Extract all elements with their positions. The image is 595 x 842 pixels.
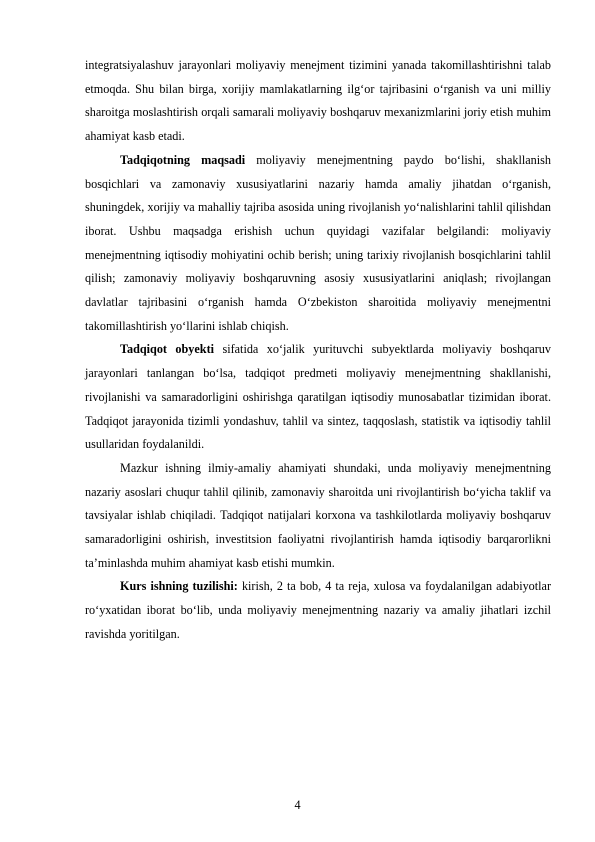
paragraph-significance [85, 457, 551, 576]
paragraph-text: moliyaviy menejmentning paydo bo‘lishi, shakllanish bosqichlari va zamonaviy xususiyatlarini nazariy hamda amaliy jihatdan o‘rganish, shuningdek, xorijiy va mahalliy tajriba asosida uning rivojlanish yo‘nalishlarini tahlil qilishdan iborat. Ushbu maqsadga erishish uchun quyidagi vazifalar belgilandi: moliyaviy menejmentning iqtisodiy mohiyatini ochib berish; uning tarixiy rivojlanish bosqichlarini tahlil qilish; zamonaviy moliyaviy boshqaruvning asosiy xususiyatlarini aniqlash; rivojlangan davlatlar tajribasini o‘rganish hamda O‘zbekiston sharoitida moliyaviy menejmentni takomillashtirish yo‘llarini ishlab chiqish. [85, 152, 551, 333]
paragraph-structure [85, 575, 551, 646]
paragraph-research-object [85, 338, 551, 457]
paragraph-lead: Kurs ishning tuzilishi: [120, 579, 238, 594]
paragraph-text: sifatida xo‘jalik yurituvchi subyektlarda moliyaviy boshqaruv jarayonlari tanlangan bo‘lsa, tadqiqot predmeti moliyaviy menejmentning shakllanishi, rivojlanishi va samaradorligini oshirishga qaratilgan iqtisodiy munosabatlar tizimidan iborat. Tadqiqot jarayonida tizimli yondashuv, tahlil va sintez, taqqoslash, statistik va iqtisodiy tahlil usullaridan foydalanildi. [85, 342, 551, 452]
page-number: 4 [294, 798, 301, 812]
paragraph-text: Mazkur ishning ilmiy-amaliy ahamiyati shundaki, unda moliyaviy menejmentning nazariy asoslari chuqur tahlil qilinib, zamonaviy sharoitda uni rivojlantirish bo‘yicha taklif va tavsiyalar ishlab chiqiladi. Tadqiqot natijalari korxona va tashkilotlarda moliyaviy boshqaruv samaradorligini oshirish, investitsion faoliyatni rivojlantirish hamda iqtisodiy barqarorlikni ta’minlashda muhim ahamiyat kasb etishi mumkin. [85, 460, 551, 570]
paragraph-intro-continuation [85, 54, 551, 149]
paragraph-lead: Tadqiqotning maqsadi [120, 152, 246, 167]
paragraph-lead: Tadqiqot obyekti [120, 342, 215, 357]
paragraph-text: integratsiyalashuv jarayonlari moliyaviy menejment tizimini yanada takomillashtirishni talab etmoqda. Shu bilan birga, xorijiy mamlakatlarning ilg‘or tajribasini o‘rganish va uni milliy sharoitga moslashtirish orqali samarali moliyaviy boshqaruv mexanizmlarini joriy etish muhim ahamiyat kasb etadi. [85, 58, 551, 144]
paragraph-research-goal [85, 149, 551, 339]
body-text [85, 54, 551, 647]
paragraph-text: kirish, 2 ta bob, 4 ta reja, xulosa va foydalanilgan adabiyotlar ro‘yxatidan iborat bo‘lib, unda moliyaviy menejmentning nazariy va amaliy jihatlari izchil ravishda yoritilgan. [85, 579, 552, 641]
